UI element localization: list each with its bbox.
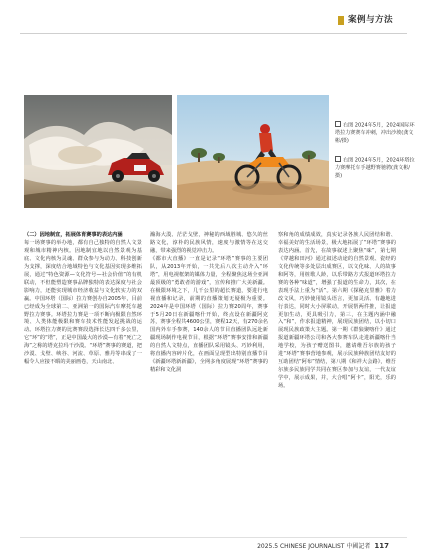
- caption-text-1: 右图 2024年5月，2024国际环塔拉力赛赛车冲刺，冲出沙坡(龚文彬/摄): [335, 122, 415, 144]
- photo-caption-2: [335, 156, 415, 180]
- article-paragraph-2: 瀚海大漠、茫茫戈壁，神秘的西域胜城、悠久的丝路文化，淳朴的民族风情，速度与激情等在这交融，带来强烈的视觉冲击力。 《都市大直播》一直是记录“环塔”赛事的主要团队，从2013年开始，一共先后八次主动介入“环塔”，用电视框架的媒体力量，全程聚焦这场全亚洲最顶级的“勇敢者的游戏”，宣传和推广大美新疆。在极限环境之下，几千公里的超长赛道，要进行电视直播和记录，前期的直播策划无疑极为重要。2024年是中国环塔（国际）拉力赛20周年，赛事于5月20日在新疆喀什开始，终点设在新疆阿克苏，赛事全程共4600公里，赛程12天，有270余名国内外车手参赛，140余人的节目直播团队远赴新疆现场制作电视节目，根据“环塔”赛事安排和新疆的自然人文特点，直播团队采用镜头、巧妙利用，将直播内容碎片化，在画面呈现型出特别直播节目《新疆环塔新新疆》，全网多角度展现“环塔”赛事的精彩和文化洞: [150, 232, 268, 374]
- caption-marker-icon: [335, 156, 341, 162]
- page-number: 117: [374, 542, 389, 550]
- footer-divider: [20, 537, 407, 538]
- page-footer: [257, 541, 389, 550]
- article-paragraph-1: 每一场赛事的举办地，都有自己独特的自然人文景观和城市精神内核。因地制宜地以自然景观为基底、文化内核为灵魂、群众参与为动力、科技创新为支撑，深度结合地域特色与文化基因实现多维拓展，通过“特色资源—文化符号—社会价值”的有机联动，不但能塑造赛事品牌独特的表达深度与社会影响力，还能实现城市经济收益与文化软实力的双赢。中国环塔（国际）拉力赛创办自2005年，目前已经成为全球第二、亚洲第一的国际汽车摩托车越野拉力赛事。环塔拉力赛是一项不断向极限自然环境、人类体能极限和赛车技术性能发起挑战的运动。环塔拉力赛的比赛赛段选择长达四千多公里，它“环”的“塔”，正是中国最大的沙漠—有着“死亡之海”之称的塔克拉玛干沙漠。“环塔”赛事的赛道，把沙漠、戈壁、峡谷、河流、草原、雅丹等串成了一幅令人应接不暇的美丽画卷，天山南北、: [24, 239, 142, 366]
- article-column-2: [150, 232, 268, 375]
- rally-car-desert-photo: [24, 95, 172, 208]
- section-accent-bar: [338, 16, 344, 25]
- article-column-1: [24, 232, 142, 367]
- article-subheading: （二）因地制宜，拓展体育赛事的表达内涵: [24, 232, 123, 238]
- journal-name: 2025.5 CHINESE JOURNALIST 中國記者: [257, 543, 371, 550]
- article-column-3: [278, 232, 396, 391]
- article-paragraph-3: 察和角的成绩成效，真实记录各族人民团结和谐、幸福美好的生活场景，极大地拓展了“环塔”赛事的表达内涵。首先，在故事叙述上聚焦“味”，第七期《穿越和田河》通过叙述动途的自然景观、瓷经的文化传统等多处层出成赛区，以文化味、人的故事和阿等，用桩歌人龄，以乐带路方式报道环塔拉力赛的各种“味道”，增强了报道的生命力，其次，在表现手法上重为“活”。第六期《探秘克里雅》着力改文风，巧妙使用镜头语言，更加灵活、有趣地进行表达，同时大小屏联动，开展帮两件推，让报道更加生动，更具吸引力，第三，在主题内涵中融入“和”，作求报道精神，展现民族团结，以小切口展现民族政策大主题。第一期《群狼聚喀什》通过报道新疆环塔公司和各大参赛车队走进新疆喀什当地学校，为孩子赠送图书，邀请维吾尔族的孩子进“环塔”赛事营地参观，展示民族种族团结友好的互助团结“阿布”情结，第八期《和祥大会路》，维吾尔族多民族同学共同在赛区参加与友谊，一代友谊学中，展示成果，并，大合唱“阿卡”，阳光，乐的场。: [278, 232, 396, 390]
- photo-caption-1: [335, 121, 415, 145]
- caption-text-2: 右图 2024年5月，2024环塔拉力赛摩托车手越野赛驰骋(龚文彬/摄): [335, 157, 415, 179]
- motorcycle-rally-photo: [177, 95, 329, 208]
- header-divider: [20, 33, 407, 34]
- caption-marker-icon: [335, 121, 341, 127]
- section-title: 案例与方法: [348, 15, 393, 25]
